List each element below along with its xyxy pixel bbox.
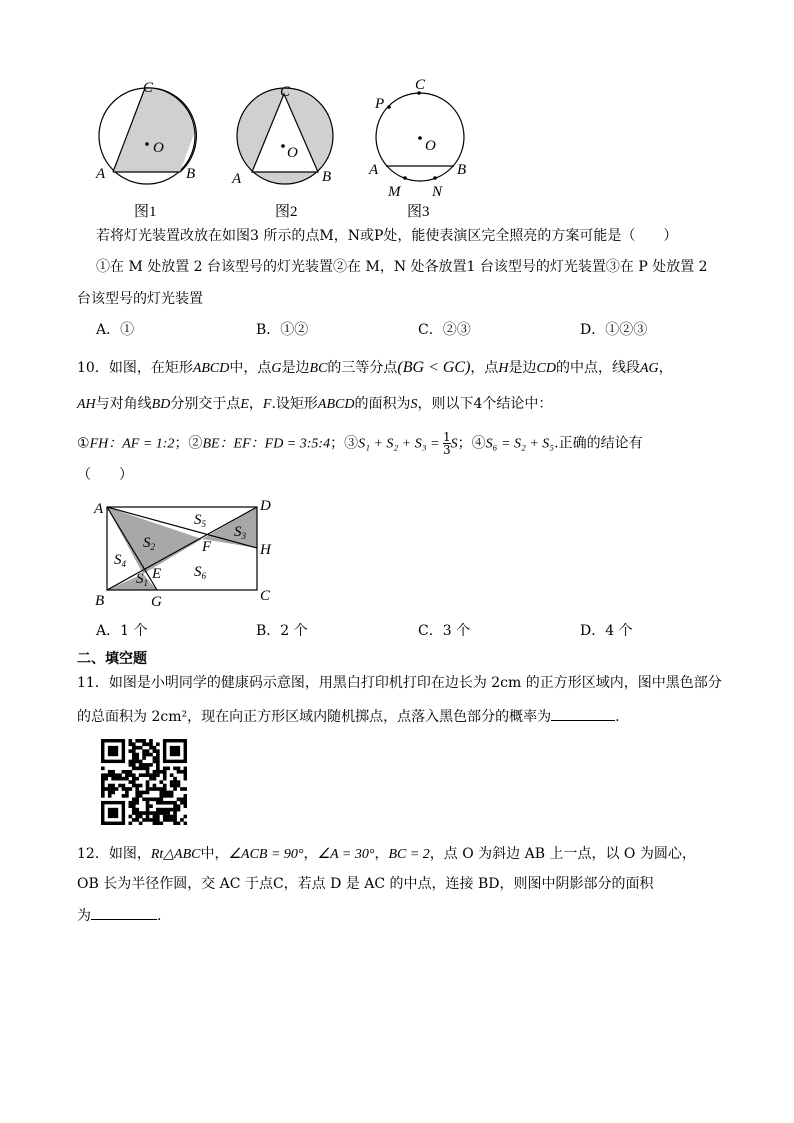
label-c: C bbox=[260, 588, 271, 604]
math: ∠ACB = 90° bbox=[228, 847, 304, 862]
q9-line1: 若将灯光装置改放在如图3 所示的点M，N或P处，能使表演区完全照亮的方案可能是（ ） bbox=[96, 228, 678, 244]
figure-3-caption: 图3 bbox=[407, 204, 430, 220]
q12-line3 bbox=[77, 905, 161, 925]
math: S bbox=[410, 397, 418, 412]
q11-line1: 11．如图是小明同学的健康码示意图，用黑白打印机打印在边长为 2cm 的正方形区域内，图中黑色部分 bbox=[77, 675, 722, 691]
label-a: A bbox=[94, 501, 104, 517]
label-b: B bbox=[186, 166, 196, 182]
label-c: C bbox=[415, 77, 426, 93]
text: ，点 bbox=[470, 360, 499, 376]
label-b: B bbox=[457, 162, 467, 178]
text: 分别交于点 bbox=[170, 396, 241, 412]
fraction bbox=[443, 431, 451, 456]
label-a: A bbox=[96, 166, 106, 182]
math: S bbox=[450, 436, 458, 452]
text: ， bbox=[303, 846, 318, 862]
q9-option-b: B．①② bbox=[256, 322, 309, 338]
q10-rectangle-figure bbox=[90, 494, 290, 614]
answer-blank[interactable] bbox=[551, 706, 615, 721]
figure-circles-row bbox=[0, 0, 794, 230]
text: ， bbox=[658, 360, 673, 376]
math: CD bbox=[536, 361, 556, 376]
text: . bbox=[157, 908, 162, 924]
label-f: F bbox=[202, 539, 212, 555]
label-g: G bbox=[151, 594, 162, 610]
text: 的面积为 bbox=[354, 396, 411, 412]
label-o: O bbox=[287, 145, 298, 161]
text: ① bbox=[77, 435, 90, 452]
label-c: C bbox=[280, 84, 291, 100]
figure-1-caption: 图1 bbox=[134, 204, 157, 220]
figure-2-caption: 图2 bbox=[275, 204, 298, 220]
text: ， bbox=[248, 396, 263, 412]
label-s5: $S_5$ bbox=[194, 512, 206, 529]
text: ；③ bbox=[330, 435, 359, 452]
q9-option-d: D．①②③ bbox=[580, 322, 648, 338]
text: 的三等分点 bbox=[327, 360, 398, 376]
q10-option-a: A．1 个 bbox=[96, 623, 148, 639]
q10-line1 bbox=[77, 359, 673, 378]
label-s1: $S_1$ bbox=[136, 571, 148, 588]
text: 是边 bbox=[508, 360, 537, 376]
math: (BG < GC) bbox=[397, 359, 471, 376]
label-p: P bbox=[375, 96, 385, 112]
label-o: O bbox=[153, 140, 164, 156]
math: ABCD bbox=[317, 397, 355, 412]
math: AG bbox=[640, 361, 659, 376]
q9-option-a: A．① bbox=[96, 322, 135, 338]
math: BE：EF：FD = 3:5:4 bbox=[202, 436, 331, 452]
math: BC = 2 bbox=[388, 847, 430, 862]
text: 10．如图，在矩形 bbox=[77, 360, 193, 376]
label-b: B bbox=[322, 169, 332, 185]
label-e: E bbox=[152, 566, 162, 582]
q10-option-d: D．4 个 bbox=[580, 623, 633, 639]
label-b: B bbox=[95, 593, 105, 609]
q11-line2 bbox=[77, 706, 620, 726]
text: 的总面积为 2cm²，现在向正方形区域内随机掷点，点落入黑色部分的概率为 bbox=[77, 709, 552, 725]
label-m: M bbox=[388, 184, 401, 200]
q10-option-b: B．2 个 bbox=[256, 623, 308, 639]
q9-option-c: C．②③ bbox=[418, 322, 471, 338]
text: .设矩形 bbox=[271, 396, 318, 412]
q10-option-c: C．3 个 bbox=[418, 623, 471, 639]
label-a: A bbox=[232, 171, 242, 187]
figure-1 bbox=[95, 80, 196, 220]
text: 与对角线 bbox=[95, 396, 152, 412]
text: 是边 bbox=[281, 360, 310, 376]
text: .正确的结论有 bbox=[554, 435, 643, 452]
text: 的中点，线段 bbox=[556, 360, 640, 376]
text: ；④ bbox=[457, 435, 486, 452]
numerator: 1 bbox=[443, 430, 451, 444]
text: ，点 O 为斜边 AB 上一点，以 O 为圆心， bbox=[429, 846, 696, 862]
q10-line2 bbox=[77, 395, 552, 414]
text: ，则以下4个结论中： bbox=[417, 396, 553, 412]
math: G bbox=[271, 361, 282, 376]
figure-3 bbox=[368, 77, 466, 220]
label-s3: $S_3$ bbox=[234, 524, 246, 541]
label-s6: $S_6$ bbox=[194, 564, 206, 581]
math: AH bbox=[77, 397, 96, 412]
answer-blank[interactable] bbox=[91, 905, 157, 920]
math: ABCD bbox=[192, 361, 230, 376]
label-s4: $S_4$ bbox=[114, 552, 126, 569]
q9-line2: ①在 M 处放置 2 台该型号的灯光装置②在 M，N 处各放置1 台该型号的灯光装置③在 P 处放置 2 bbox=[96, 259, 708, 275]
figure-2 bbox=[231, 84, 333, 220]
q10-line3 bbox=[77, 431, 643, 456]
label-c: C bbox=[143, 80, 154, 96]
q12-line1 bbox=[77, 845, 696, 864]
denominator: 3 bbox=[443, 443, 451, 457]
math: BC bbox=[309, 361, 328, 376]
math: S₁ + S₂ + S₃ = bbox=[358, 436, 444, 452]
math: S₆ = S₂ + S₅ bbox=[485, 436, 555, 452]
label-a: A bbox=[369, 162, 379, 178]
label-d: D bbox=[260, 498, 271, 514]
qr-code-image bbox=[101, 739, 187, 825]
text: 12．如图， bbox=[77, 846, 151, 862]
text: ；② bbox=[174, 435, 203, 452]
text: . bbox=[615, 709, 620, 725]
math: FH：AF = 1:2 bbox=[89, 436, 175, 452]
label-s2: $S_2$ bbox=[143, 535, 155, 552]
text: 为 bbox=[77, 908, 91, 924]
label-h: H bbox=[260, 542, 271, 558]
text: 中， bbox=[200, 846, 229, 862]
math: H bbox=[498, 361, 509, 376]
math: ∠A = 30° bbox=[317, 847, 375, 862]
math: Rt△ABC bbox=[150, 847, 201, 862]
text: ， bbox=[374, 846, 389, 862]
q10-answer-paren: （ ） bbox=[77, 467, 133, 483]
math: F bbox=[262, 397, 272, 412]
text: 中，点 bbox=[229, 360, 272, 376]
section-title-fill-in: 二、填空题 bbox=[77, 651, 147, 667]
q9-line3: 台该型号的灯光装置 bbox=[77, 291, 203, 307]
label-n: N bbox=[432, 184, 443, 200]
label-o: O bbox=[425, 138, 436, 154]
math: E bbox=[240, 397, 249, 412]
math: BD bbox=[151, 397, 171, 412]
q12-line2: OB 长为半径作圆，交 AC 于点C，若点 D 是 AC 的中点，连接 BD，则图中阴影部分的面积 bbox=[77, 876, 654, 892]
